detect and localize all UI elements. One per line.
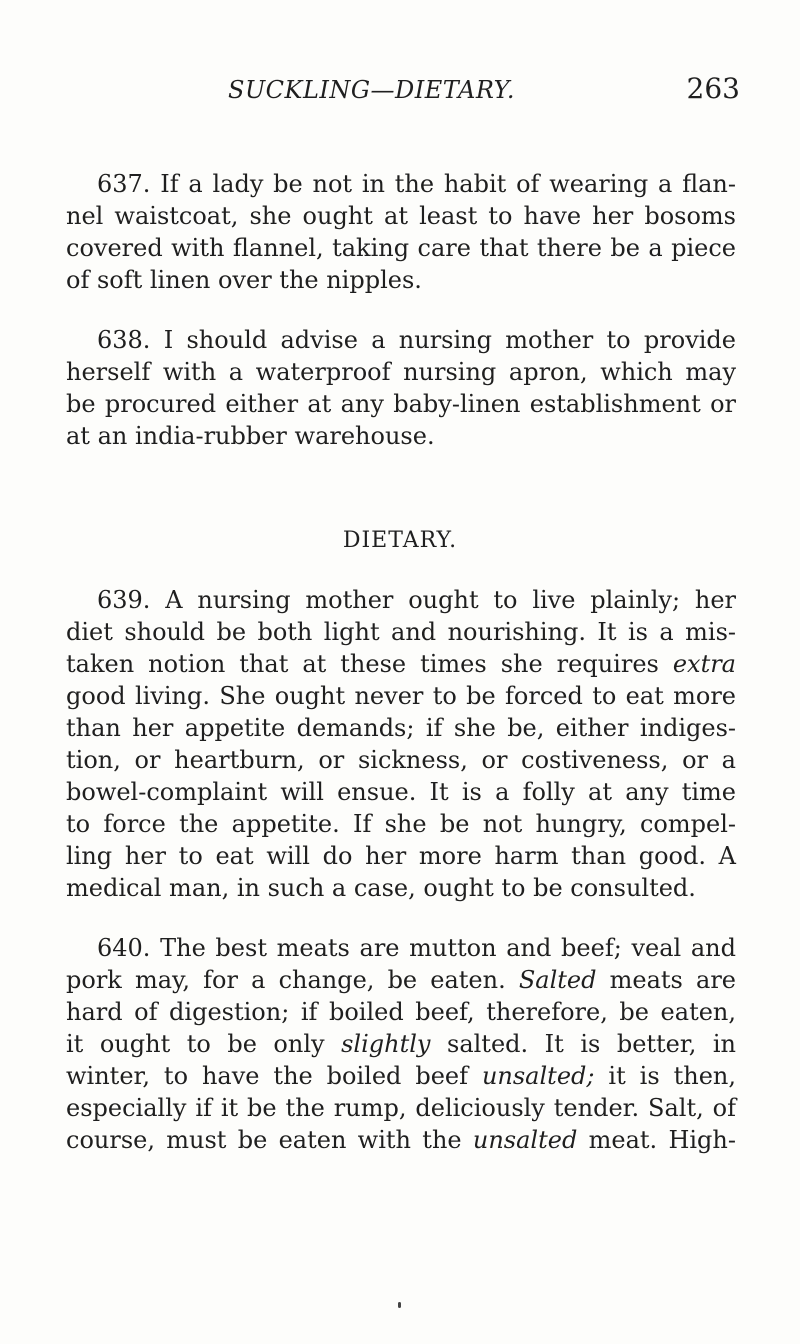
- italic-word: unsalted: [472, 1126, 578, 1154]
- text-line: diet should be both light and nourishing. It is a mis-: [66, 618, 736, 646]
- italic-word: unsalted;: [481, 1062, 595, 1090]
- section-heading: DIETARY.: [342, 528, 458, 553]
- text-line: to force the appetite. If she be not hungry, compel-: [66, 810, 736, 838]
- page-number: 263: [686, 72, 740, 105]
- text-line: it ought to be only slightly salted. It is better, in: [66, 1030, 737, 1058]
- text-line: ling her to eat will do her more harm than good. A: [66, 842, 736, 870]
- text-line: nel waistcoat, she ought at least to have her bosoms: [66, 202, 736, 230]
- italic-word: extra: [672, 650, 736, 678]
- text-line: than her appetite demands; if she be, either indiges-: [66, 714, 736, 742]
- text-line: especially if it be the rump, deliciously tender. Salt, of: [66, 1094, 736, 1122]
- text-line: herself with a waterproof nursing apron, which may: [66, 358, 736, 386]
- text-line: covered with flannel, taking care that there be a piece: [66, 234, 736, 262]
- text-line: pork may, for a change, be eaten. Salted meats are: [66, 966, 736, 994]
- text-line: of soft linen over the nipples.: [66, 266, 422, 294]
- italic-word: Salted: [518, 966, 597, 994]
- italic-word: slightly: [341, 1030, 431, 1058]
- text-line: good living. She ought never to be forced to eat more: [66, 682, 736, 710]
- page-header: [228, 72, 740, 112]
- text-line: bowel-complaint will ensue. It is a folly at any time: [66, 778, 736, 806]
- running-title: SUCKLING—DIETARY.: [228, 76, 516, 104]
- ink-speck: [398, 1302, 401, 1308]
- text-line: 640. The best meats are mutton and beef; veal and: [97, 934, 736, 962]
- text-line: medical man, in such a case, ought to be consulted.: [66, 874, 696, 902]
- text-line: at an india-rubber warehouse.: [66, 422, 435, 450]
- text-line: winter, to have the boiled beef unsalted; it is then,: [66, 1062, 736, 1090]
- text-line: be procured either at any baby-linen establishment or: [66, 390, 736, 418]
- text-line: tion, or heartburn, or sickness, or costiveness, or a: [66, 746, 736, 774]
- text-line: 638. I should advise a nursing mother to provide: [97, 326, 736, 354]
- text-line: hard of digestion; if boiled beef, therefore, be eaten,: [66, 998, 736, 1026]
- text-line: 639. A nursing mother ought to live plainly; her: [97, 586, 736, 614]
- text-line: 637. If a lady be not in the habit of wearing a flan-: [97, 170, 736, 198]
- text-line: course, must be eaten with the unsalted meat. High-: [66, 1126, 736, 1154]
- text-line: taken notion that at these times she requires extra: [66, 650, 736, 678]
